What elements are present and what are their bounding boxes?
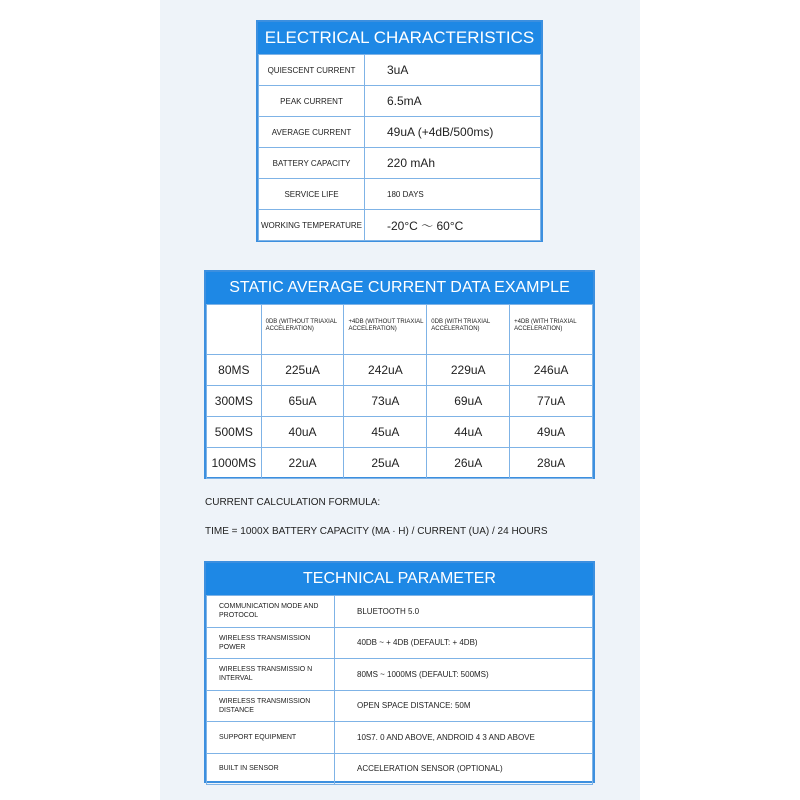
- column-header: +4DB (WITH TRIAXIAL ACCELERATION): [510, 305, 593, 355]
- row-label: BATTERY CAPACITY: [259, 148, 365, 179]
- row-value: OPEN SPACE DISTANCE: 50M: [335, 690, 593, 722]
- table-row: [207, 690, 593, 722]
- row-value: 49uA (+4dB/500ms): [365, 117, 541, 148]
- value-cell: 65uA: [261, 386, 344, 417]
- interval-cell: 80MS: [207, 355, 262, 386]
- value-cell: 45uA: [344, 417, 427, 448]
- corner-cell: [207, 305, 262, 355]
- interval-cell: 500MS: [207, 417, 262, 448]
- row-label: WIRELESS TRANSMISSION POWER: [207, 627, 335, 659]
- interval-cell: 1000MS: [207, 448, 262, 479]
- header-row: [207, 305, 593, 355]
- table-row: [207, 417, 593, 448]
- value-cell: 49uA: [510, 417, 593, 448]
- table-row: [207, 386, 593, 417]
- table-row: [207, 448, 593, 479]
- formula-label: CURRENT CALCULATION FORMULA:: [205, 497, 381, 508]
- row-value: 6.5mA: [365, 86, 541, 117]
- technical-parameter-table: [204, 561, 595, 783]
- table-row: [259, 55, 541, 86]
- row-label: COMMUNICATION MODE AND PROTOCOL: [207, 596, 335, 628]
- value-cell: 242uA: [344, 355, 427, 386]
- technical-parameter-title: TECHNICAL PARAMETER: [206, 563, 593, 595]
- table-row: [207, 627, 593, 659]
- value-cell: 26uA: [427, 448, 510, 479]
- row-value: -20°C ～ 60°C: [365, 210, 541, 241]
- row-value: ACCELERATION SENSOR (OPTIONAL): [335, 753, 593, 785]
- electrical-characteristics-title: ELECTRICAL CHARACTERISTICS: [258, 22, 541, 54]
- row-value: 40DB ~ + 4DB (DEFAULT: + 4DB): [335, 627, 593, 659]
- value-cell: 73uA: [344, 386, 427, 417]
- table-row: [207, 753, 593, 785]
- value-cell: 44uA: [427, 417, 510, 448]
- row-label: SUPPORT EQUIPMENT: [207, 722, 335, 754]
- row-label: WORKING TEMPERATURE: [259, 210, 365, 241]
- value-cell: 25uA: [344, 448, 427, 479]
- table-row: [259, 148, 541, 179]
- value-cell: 22uA: [261, 448, 344, 479]
- electrical-characteristics-table: [256, 20, 543, 242]
- column-header: 0DB (WITH TRIAXIAL ACCELERATION): [427, 305, 510, 355]
- table-row: [207, 596, 593, 628]
- value-cell: 40uA: [261, 417, 344, 448]
- column-header: +4DB (WITHOUT TRIAXIAL ACCELERATION): [344, 305, 427, 355]
- static-current-table: [204, 270, 595, 479]
- table-row: [207, 722, 593, 754]
- value-cell: 77uA: [510, 386, 593, 417]
- row-label: PEAK CURRENT: [259, 86, 365, 117]
- row-label: WIRELESS TRANSMISSION DISTANCE: [207, 690, 335, 722]
- table-row: [259, 86, 541, 117]
- row-label: AVERAGE CURRENT: [259, 117, 365, 148]
- row-value: 3uA: [365, 55, 541, 86]
- table-row: [259, 117, 541, 148]
- table-row: [259, 210, 541, 241]
- value-cell: 229uA: [427, 355, 510, 386]
- row-value: BLUETOOTH 5.0: [335, 596, 593, 628]
- row-label: BUILT IN SENSOR: [207, 753, 335, 785]
- column-header: 0DB (WITHOUT TRIAXIAL ACCELERATION): [261, 305, 344, 355]
- interval-cell: 300MS: [207, 386, 262, 417]
- row-label: SERVICE LIFE: [259, 179, 365, 210]
- value-cell: 69uA: [427, 386, 510, 417]
- row-label: WIRELESS TRANSMISSIO N INTERVAL: [207, 659, 335, 691]
- row-value: 180 DAYS: [365, 179, 541, 210]
- row-value: 80MS ~ 1000MS (DEFAULT: 500MS): [335, 659, 593, 691]
- formula-text: TIME = 1000X BATTERY CAPACITY (MA · H) / CURRENT (UA) / 24 HOURS: [205, 526, 548, 537]
- value-cell: 246uA: [510, 355, 593, 386]
- table-row: [207, 659, 593, 691]
- row-label: QUIESCENT CURRENT: [259, 55, 365, 86]
- table-row: [207, 355, 593, 386]
- static-current-title: STATIC AVERAGE CURRENT DATA EXAMPLE: [206, 272, 593, 304]
- value-cell: 28uA: [510, 448, 593, 479]
- table-row: [259, 179, 541, 210]
- row-value: 220 mAh: [365, 148, 541, 179]
- value-cell: 225uA: [261, 355, 344, 386]
- row-value: 10S7. 0 AND ABOVE, ANDROID 4 3 AND ABOVE: [335, 722, 593, 754]
